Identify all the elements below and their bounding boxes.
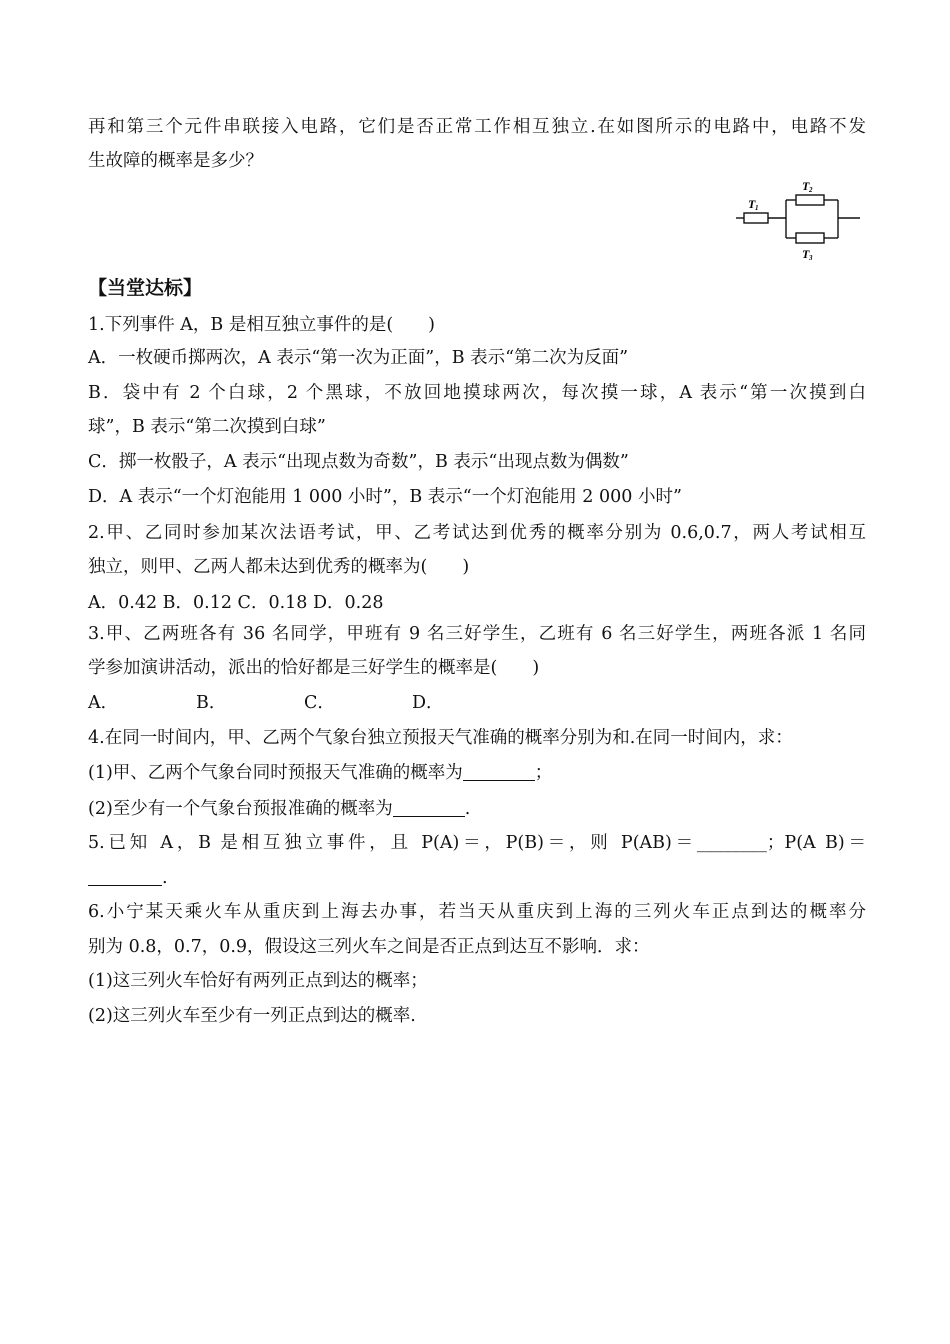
q4-part-2 [88,797,470,821]
q3-option-c: C． [304,693,335,713]
label-t2-sub: 2 [809,186,813,194]
q3-option-d: D． [412,693,444,713]
section-title: 【当堂达标】 [88,277,203,299]
label-t1-sub: 1 [755,204,759,212]
q3-option-b: B． [196,693,227,713]
q1-option-c: C．掷一枚骰子，A 表示“出现点数为奇数”，B 表示“出现点数为偶数” [88,452,629,472]
q3-option-a: A． [88,693,119,713]
q5-answer-blank[interactable] [88,869,162,886]
q4-part-1-blank[interactable] [463,764,535,781]
label-t1: T [748,197,756,211]
label-t3-sub: 3 [809,254,813,262]
label-t2: T [802,179,810,193]
q4-stem: 4.在同一时间内，甲、乙两个气象台独立预报天气准确的概率分别为和.在同一时间内，求： [88,728,793,748]
q1-stem: 1.下列事件 A，B 是相互独立事件的是( ) [88,315,435,335]
q5-line-2-end: . [162,868,168,888]
q6-part-1: (1)这三列火车恰好有两列正点到达的概率； [88,971,428,991]
q3-stem-line-1: 3.甲、乙两班各有 36 名同学，甲班有 9 名三好学生，乙班有 6 名三好学生，两班各派 1 名同 [88,624,866,644]
q5-stem-line-1: 5.已知 A，B 是相互独立事件，且 P(A)＝，P(B)＝，则 P(AB)＝________；P(A B)＝ [88,833,866,853]
q4-part-1-text: (1)甲、乙两个气象台同时预报天气准确的概率为 [88,763,463,783]
q2-stem-line-2: 独立，则甲、乙两人都未达到优秀的概率为( ) [88,557,470,577]
q6-stem-line-1: 6.小宁某天乘火车从重庆到上海去办事，若当天从重庆到上海的三列火车正点到达的概率分 [88,902,866,922]
q1-option-d: D．A 表示“一个灯泡能用 1 000 小时”，B 表示“一个灯泡能用 2 000 小时” [88,487,682,507]
q4-part-2-end: . [464,799,471,819]
q4-part-1 [88,761,552,785]
q4-part-1-end: ； [534,763,553,783]
resistor-t3 [796,233,824,243]
q6-part-2: (2)这三列火车至少有一列正点到达的概率. [88,1006,416,1026]
intro-line-2: 生故障的概率是多少？ [88,151,263,171]
q4-part-2-text: (2)至少有一个气象台预报准确的概率为 [88,799,393,819]
q1-option-b-line-2: 球”，B 表示“第二次摸到白球” [88,417,326,437]
q1-option-b-line-1: B．袋中有 2 个白球，2 个黑球，不放回地摸球两次，每次摸一球，A 表示“第一次摸到白 [88,383,866,403]
label-t3: T [802,247,810,261]
q6-stem-line-2: 别为 0.8，0.7，0.9，假设这三列火车之间是否正点到达互不影响．求： [88,937,650,957]
resistor-t1 [744,213,768,223]
resistor-t2 [796,195,824,205]
q2-options: A．0.42 B．0.12 C．0.18 D．0.28 [88,593,384,613]
q2-stem-line-1: 2.甲、乙同时参加某次法语考试，甲、乙考试达到优秀的概率分别为 0.6,0.7，两人考试相互 [88,523,866,543]
q3-stem-line-2: 学参加演讲活动，派出的恰好都是三好学生的概率是( ) [88,658,540,678]
q4-part-2-blank[interactable] [393,800,465,817]
circuit-diagram [734,176,864,266]
intro-line-1: 再和第三个元件串联接入电路，它们是否正常工作相互独立.在如图所示的电路中，电路不发 [88,117,866,137]
q1-option-a: A．一枚硬币掷两次，A 表示“第一次为正面”，B 表示“第二次为反面” [88,348,629,368]
q5-stem-line-2 [88,866,168,890]
